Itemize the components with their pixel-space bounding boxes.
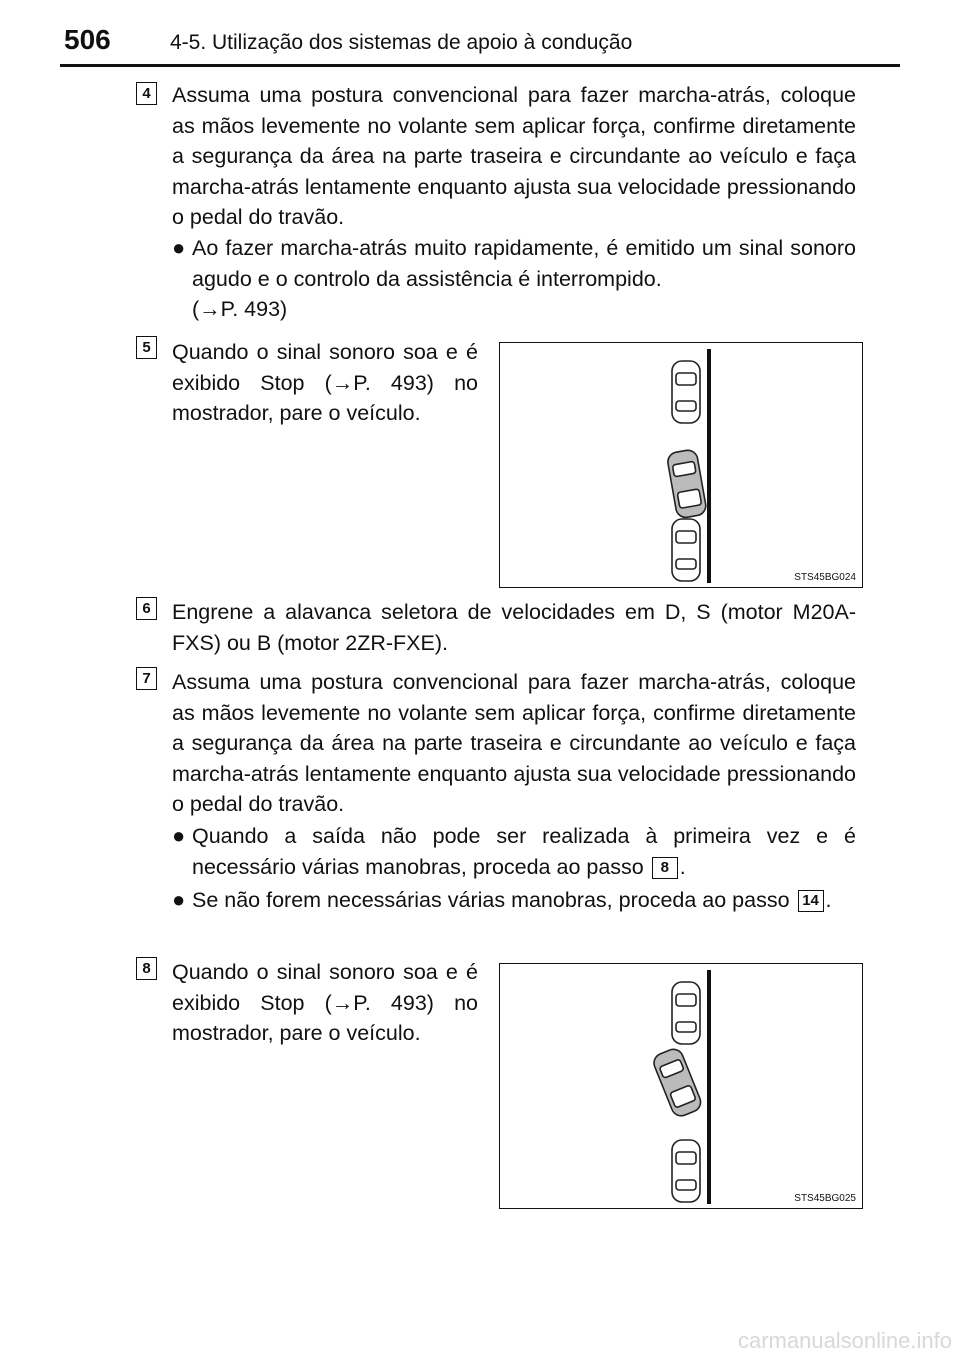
parking-diagram-1 (500, 343, 862, 587)
bullet-icon: ● (172, 887, 186, 912)
step-ref-badge-14: 14 (798, 890, 824, 912)
step-7-text: Assuma uma postura convencional para fazer marcha-atrás, coloque as mãos levemente no volante sem aplicar força, confirme diretamente a segurança da área na parte traseira e circundante ao veículo e faça marcha-atrás lentamente enquanto ajusta sua velocidade pressionando o pedal do travão. (172, 670, 856, 816)
bullet-icon: ● (172, 235, 186, 260)
step-7-bullet-1-text: Quando a saída não pode ser realizada à primeira vez e é necessário várias manobras, proceda ao passo (192, 824, 856, 879)
car-icon (672, 1140, 700, 1202)
car-icon (672, 361, 700, 423)
step-5-text: Quando o sinal sonoro soa e é exibido Stop (→P. 493) no mostrador, pare o veículo. (172, 340, 478, 425)
page-header (0, 0, 960, 66)
illustration-parking-2 (499, 963, 863, 1209)
car-icon (672, 519, 700, 581)
step-4-bullet (172, 233, 856, 325)
step-badge-6: 6 (136, 597, 157, 620)
header-divider (60, 64, 900, 67)
car-icon (672, 982, 700, 1044)
step-4-bullet-text: Ao fazer marcha-atrás muito rapidamente, é emitido um sinal sonoro agudo e o controlo da assistência é interrompido. (192, 236, 856, 291)
step-8-text: Quando o sinal sonoro soa e é exibido Stop (→P. 493) no mostrador, pare o veículo. (172, 960, 478, 1045)
car-icon (666, 449, 707, 519)
bullet-icon: ● (172, 823, 186, 848)
section-title: 4-5. Utilização dos sistemas de apoio à condução (170, 31, 633, 54)
car-icon (651, 1046, 704, 1118)
step-4-page-ref: (→P. 493) (192, 297, 288, 321)
page-number: 506 (64, 24, 111, 55)
step-ref-badge-8: 8 (652, 857, 678, 879)
step-7-bullet-2: ● Se não forem necessárias várias manobras, proceda ao passo 14 . (172, 885, 856, 916)
parking-diagram-2 (500, 964, 862, 1208)
step-7-bullet-2-text: Se não forem necessárias várias manobras, proceda ao passo (192, 888, 790, 912)
illustration-parking-1 (499, 342, 863, 588)
figure-code: STS45BG025 (794, 1193, 856, 1204)
step-badge-5: 5 (136, 336, 157, 359)
step-6-text: Engrene a alavanca seletora de velocidades em D, S (motor M20A-FXS) ou B (motor 2ZR-FXE). (172, 600, 856, 655)
step-4-text: Assuma uma postura convencional para fazer marcha-atrás, coloque as mãos levemente no volante sem aplicar força, confirme diretamente a segurança da área na parte traseira e circundante ao veículo e faça marcha-atrás lentamente enquanto ajusta sua velocidade pressionando o pedal do travão. (172, 83, 856, 229)
step-badge-8: 8 (136, 957, 157, 980)
figure-code: STS45BG024 (794, 572, 856, 583)
step-badge-4: 4 (136, 82, 157, 105)
step-7-bullet-1: ● Quando a saída não pode ser realizada à primeira vez e é necessário várias manobras, proceda ao passo 8 . (172, 823, 856, 879)
watermark: carmanualsonline.info (737, 1328, 952, 1353)
step-badge-7: 7 (136, 667, 157, 690)
